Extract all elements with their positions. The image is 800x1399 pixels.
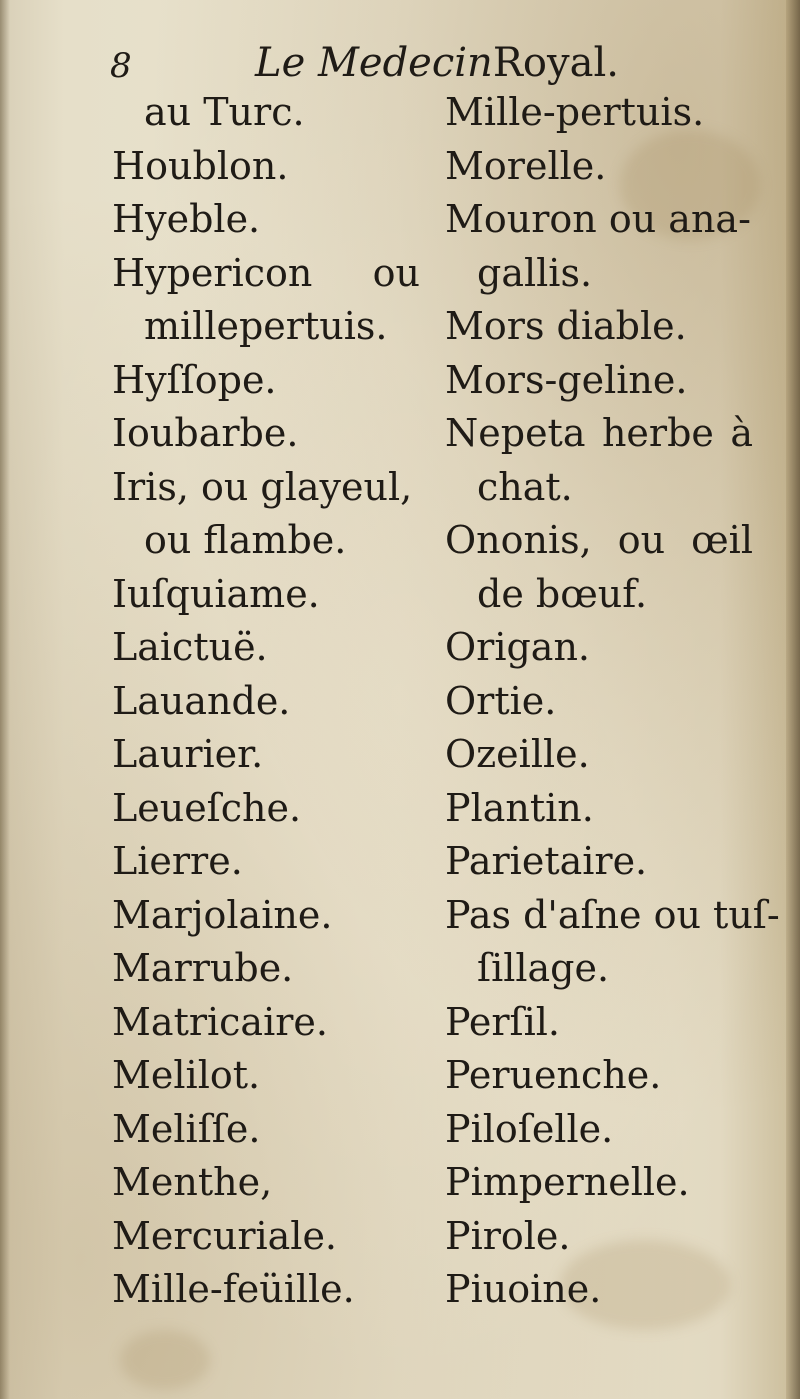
text-line: Marjolaine. [112, 892, 333, 937]
text-line: Meliſſe. [112, 1106, 261, 1151]
text-line: Laurier. [112, 732, 264, 776]
text-line [445, 514, 765, 568]
text-line: Mors diable. [445, 304, 687, 348]
text-line: Menthe, [112, 1160, 273, 1204]
text-line: Mille-pertuis. [445, 90, 705, 134]
text-line: de bœuf. [477, 571, 648, 616]
text-line: Morelle. [445, 143, 607, 188]
word: ou [617, 518, 666, 562]
text-line: Iuſquiame. [112, 571, 320, 616]
text-line: Perſil. [445, 999, 560, 1044]
text-line: ou flambe. [144, 518, 347, 562]
text-line: Houblon. [112, 143, 289, 188]
text-line: Laictuë. [112, 625, 268, 669]
page-number: 8 [110, 46, 132, 86]
text-line: Ozeille. [445, 732, 590, 776]
text-line: au Turc. [144, 90, 305, 134]
right-column [445, 86, 780, 1317]
text-line: Iris, ou glayeul, [112, 464, 413, 509]
running-title-italic: Le Medecin [255, 40, 493, 86]
text-line: millepertuis. [144, 304, 388, 348]
running-title-roman: Royal. [492, 40, 619, 86]
page-gutter-shadow [0, 0, 10, 1399]
word: ou [372, 250, 420, 295]
text-line: Piloſelle. [445, 1106, 614, 1151]
text-line: gallis. [477, 250, 593, 295]
text-line: Leueſche. [112, 785, 302, 830]
text-line: Matricaire. [112, 999, 328, 1044]
text-line: Plantin. [445, 785, 594, 830]
text-line: Lauande. [112, 678, 291, 723]
word: œil [691, 518, 753, 562]
text-line: Mille-feüille. [112, 1267, 355, 1311]
text-line: Origan. [445, 625, 591, 669]
word: Ononis, [445, 518, 592, 562]
text-line: Mercuriale. [112, 1213, 338, 1258]
text-line: Pirole. [445, 1213, 571, 1258]
word: à [730, 411, 753, 455]
text-line: Pimpernelle. [445, 1160, 690, 1204]
text-line [112, 247, 432, 301]
text-line: Melilot. [112, 1053, 261, 1097]
text-line [445, 407, 765, 461]
text-line: Parietaire. [445, 839, 648, 883]
text-line: Peruenche. [445, 1053, 662, 1097]
text-line: Marrube. [112, 946, 294, 990]
word: herbe [601, 411, 714, 455]
text-line: Ioubarbe. [112, 411, 299, 455]
text-line: Pas d'aſne ou tuſ- [445, 892, 780, 937]
left-column [112, 86, 432, 1317]
paper-stain [120, 1330, 210, 1390]
text-line: Piuoine. [445, 1267, 602, 1311]
text-line: chat. [477, 464, 573, 509]
text-line: Ortie. [445, 678, 557, 723]
text-line: Mouron ou ana- [445, 197, 751, 241]
text-line: Hyſſope. [112, 357, 277, 402]
word: Nepeta [445, 411, 586, 455]
text-line: Hyeble. [112, 197, 261, 241]
running-title [255, 40, 619, 86]
page-edge-shadow [786, 0, 800, 1399]
word: Hypericon [112, 250, 313, 295]
text-line: Mors-geline. [445, 357, 688, 402]
text-line: ſillage. [477, 946, 610, 990]
text-line: Lierre. [112, 839, 243, 883]
